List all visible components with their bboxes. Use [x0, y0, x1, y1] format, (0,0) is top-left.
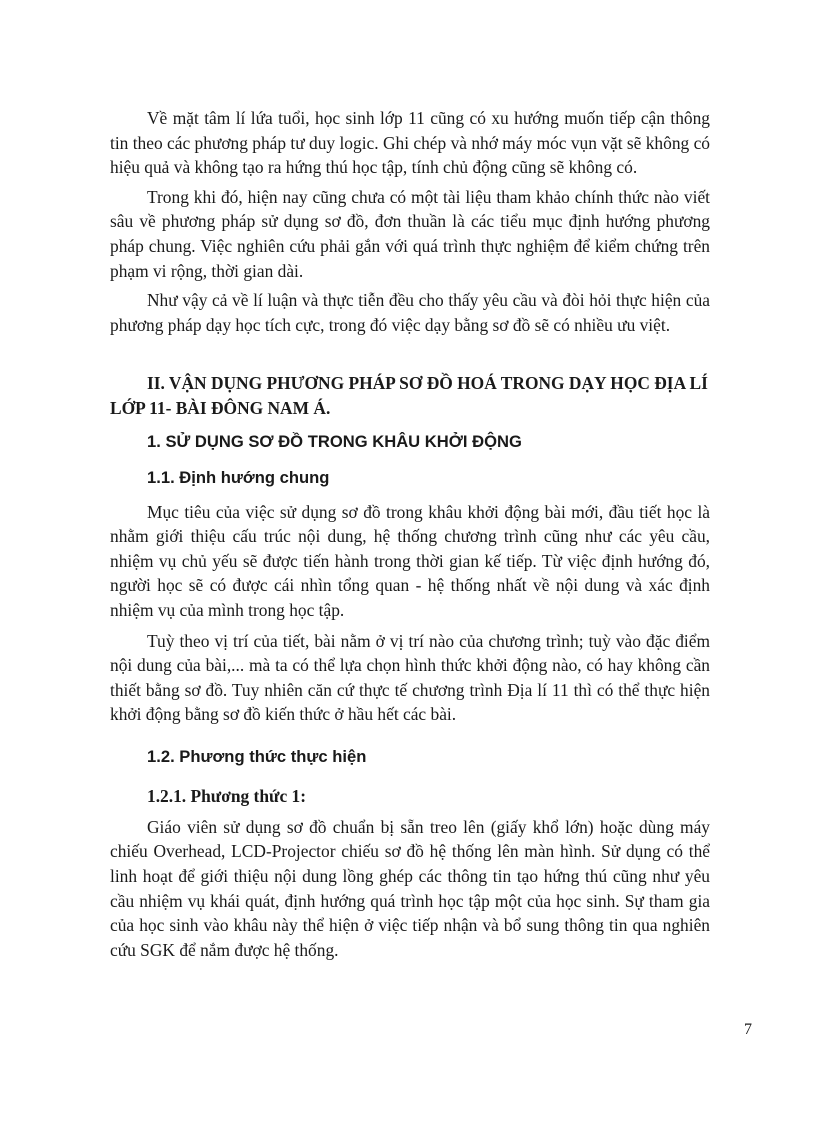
section-1-2-1-paragraph-1: Giáo viên sử dụng sơ đồ chuẩn bị sẵn treo lên (giấy khổ lớn) hoặc dùng máy chiếu Overhead, LCD-Projector chiếu sơ đồ hệ thống lên màn hình. Sử dụng có thể linh hoạt để giới thiệu nội dung lồng ghép các thông tin tạo hứng thú cũng như yêu cầu nhiệm vụ khái quát, định hướng quá trình học tập một của học sinh. Sự tham gia của học sinh vào khâu này thể hiện ở việc tiếp nhận và bổ sung thông tin qua nghiên cứu SGK để nắm được hệ thống.: [110, 816, 710, 960]
intro-paragraph-3: Như vậy cả về lí luận và thực tiễn đều cho thấy yêu cầu và đòi hỏi thực hiện của phương pháp dạy học tích cực, trong đó việc dạy bằng sơ đồ sẽ có nhiều ưu việt.: [110, 290, 710, 335]
page-number: 7: [744, 1021, 752, 1038]
section-2-title: II. VẬN DỤNG PHƯƠNG PHÁP SƠ ĐỒ HOÁ TRONG DẠY HỌC ĐỊA LÍ LỚP 11- BÀI ĐÔNG NAM Á.: [110, 373, 708, 418]
heading-1-2-1: 1.2.1. Phương thức 1:: [147, 785, 307, 806]
heading-1: 1. SỬ DỤNG SƠ ĐỒ TRONG KHÂU KHỞI ĐỘNG: [147, 431, 522, 451]
heading-1-1: 1.1. Định hướng chung: [147, 467, 330, 487]
intro-paragraph-1: Về mặt tâm lí lứa tuổi, học sinh lớp 11 cũng có xu hướng muốn tiếp cận thông tin theo các phương pháp tư duy logic. Ghi chép và nhớ máy móc vụn vặt sẽ không có hiệu quả và không tạo ra hứng thú học tập, tính chủ động cũng sẽ không có.: [110, 108, 710, 178]
section-1-1-paragraph-1: Mục tiêu của việc sử dụng sơ đồ trong khâu khởi động bài mới, đầu tiết học là nhằm giới thiệu cấu trúc nội dung, hệ thống chương trình cũng như các yêu cầu, nhiệm vụ chủ yếu sẽ được tiến hành trong thời gian kế tiếp. Từ việc định hướng đó, người học sẽ có được cái nhìn tổng quan - hệ thống nhất về nội dung và xác định nhiệm vụ của mình trong học tập.: [110, 501, 710, 620]
intro-paragraph-2: Trong khi đó, hiện nay cũng chưa có một tài liệu tham khảo chính thức nào viết sâu về phương pháp sử dụng sơ đồ, đơn thuần là các tiểu mục định hướng phương pháp chung. Việc nghiên cứu phải gắn với quá trình thực nghiệm để kiểm chứng trên phạm vi rộng, thời gian dài.: [110, 186, 710, 281]
heading-1-2: 1.2. Phương thức thực hiện: [147, 746, 367, 766]
section-1-1-paragraph-2: Tuỳ theo vị trí của tiết, bài nằm ở vị trí nào của chương trình; tuỳ vào đặc điểm nội dung của bài,... mà ta có thể lựa chọn hình thức khởi động nào, có hay không cần thiết bằng sơ đồ. Tuy nhiên căn cứ thực tế chương trình Địa lí 11 thì có thể thực hiện khởi động bằng sơ đồ kiến thức ở hầu hết các bài.: [110, 630, 710, 725]
page-content: [110, 106, 710, 962]
